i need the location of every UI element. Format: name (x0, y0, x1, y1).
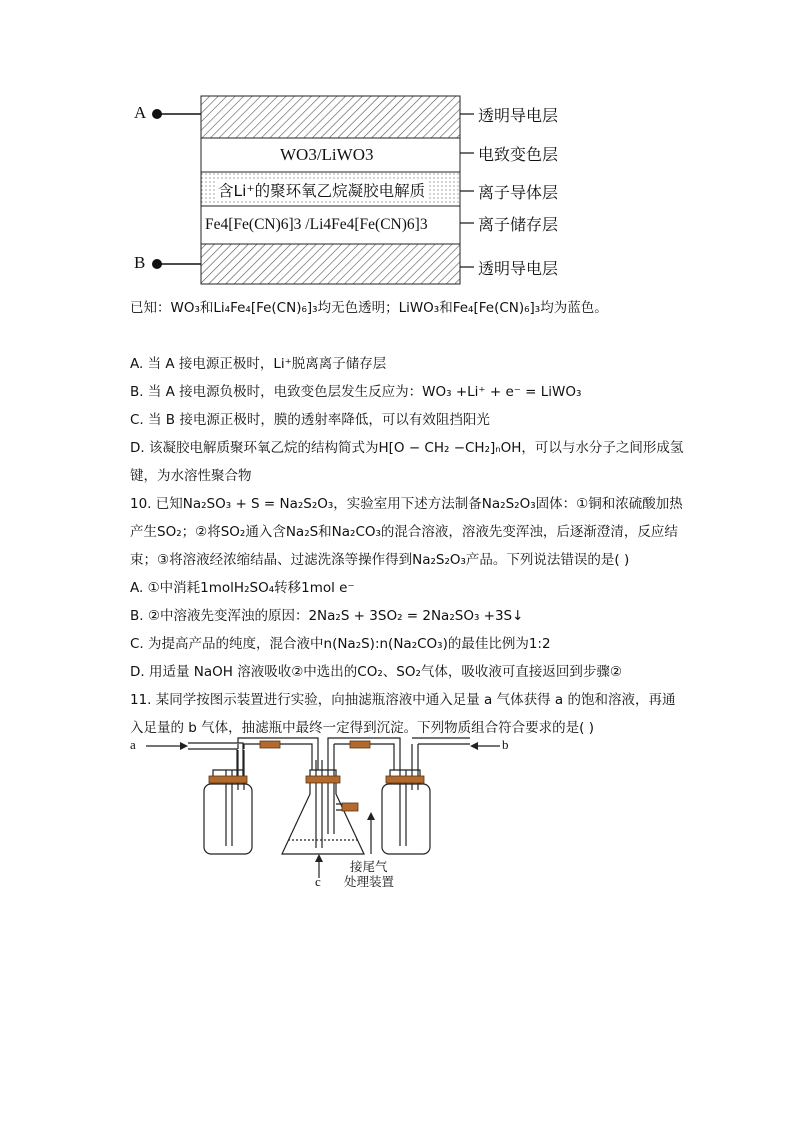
q10-stem-1: 10. 已知Na₂SO₃ + S = Na₂S₂O₃，实验室用下述方法制备Na₂S₂O₃固体：①铜和浓硫酸加热 (130, 496, 683, 512)
terminal-b-label: B (134, 253, 146, 272)
top-conductive-layer (201, 96, 460, 138)
inlet-b-label: b (502, 737, 509, 752)
electrolyte-layer-label: 含Li⁺的聚环氧乙烷凝胶电解质 (216, 179, 427, 201)
rubber-joint-right (350, 741, 370, 748)
q9-option-b: B. 当 A 接电源负极时，电致变色层发生反应为：WO₃ +Li⁺ + e⁻ = LiWO₃ (130, 384, 582, 400)
q11-stem-2: 入足量的 b 气体，抽滤瓶中最终一定得到沉淀。下列物质组合符合要求的是( ) (130, 720, 594, 736)
gas-apparatus-diagram (0, 730, 794, 900)
right-stopper (386, 776, 424, 783)
q10-option-b: B. ②中溶液先变浑浊的原因：2Na₂S + 3SO₂ = 2Na₂SO₃ +3S↓ (130, 608, 524, 624)
q10-stem-3: 束；③将溶液经浓缩结晶、过滤洗涤等操作得到Na₂S₂O₃产品。下列说法错误的是( ) (130, 552, 630, 568)
known-note: 已知：WO₃和Li₄Fe₄[Fe(CN)₆]₃均无色透明；LiWO₃和Fe₄[Fe(CN)₆]₃均为蓝色。 (130, 300, 608, 316)
left-bottle (204, 784, 252, 854)
electrochromic-diagram (0, 0, 794, 300)
terminal-a-label: A (134, 103, 147, 122)
side-label-1: 透明导电层 (478, 106, 559, 125)
left-stopper (209, 776, 247, 783)
inlet-a-label: a (130, 737, 136, 752)
side-label-4: 离子储存层 (478, 215, 559, 234)
q11-stem-1: 11. 某同学按图示装置进行实验，向抽滤瓶溶液中通入足量 a 气体获得 a 的饱和溶液，再通 (130, 692, 676, 708)
q10-option-d: D. 用适量 NaOH 溶液吸收②中选出的CO₂、SO₂气体，吸收液可直接返回到步骤② (130, 664, 622, 680)
bottom-conductive-layer (201, 244, 460, 284)
q10-stem-2: 产生SO₂；②将SO₂通入含Na₂S和Na₂CO₃的混合溶液，溶液先变浑浊，后逐渐澄清，反应结 (130, 524, 678, 540)
q9-option-d-cont: 键，为水溶性聚合物 (130, 468, 252, 484)
side-label-5: 透明导电层 (478, 259, 559, 278)
side-label-2: 电致变色层 (478, 145, 559, 164)
storage-layer-label: Fe4[Fe(CN)6]3 /Li4Fe4[Fe(CN)6]3 (205, 216, 428, 233)
rubber-joint-left (260, 741, 280, 748)
q9-option-c: C. 当 B 接电源正极时，膜的透射率降低，可以有效阻挡阳光 (130, 412, 490, 428)
side-label-3: 离子导体层 (478, 183, 559, 202)
q9-option-a: A. 当 A 接电源正极时，Li⁺脱离离子储存层 (130, 356, 387, 372)
q10-option-c: C. 为提高产品的纯度，混合液中n(Na₂S):n(Na₂CO₃)的最佳比例为1:2 (130, 636, 551, 652)
q10-option-a: A. ①中消耗1molH₂SO₄转移1mol e⁻ (130, 580, 355, 596)
q9-option-d: D. 该凝胶电解质聚环氧乙烷的结构简式为H[O − CH₂ −CH₂]ₙOH，可以与水分子之间形成氢 (130, 440, 684, 456)
side-arm-joint (342, 803, 358, 811)
outlet-c-label: c (315, 874, 321, 889)
flask-stopper (306, 776, 340, 783)
tail-gas-label-2: 处理装置 (344, 874, 395, 889)
wo3-layer-label: WO3/LiWO3 (280, 145, 374, 164)
tail-gas-label-1: 接尾气 (350, 859, 388, 874)
